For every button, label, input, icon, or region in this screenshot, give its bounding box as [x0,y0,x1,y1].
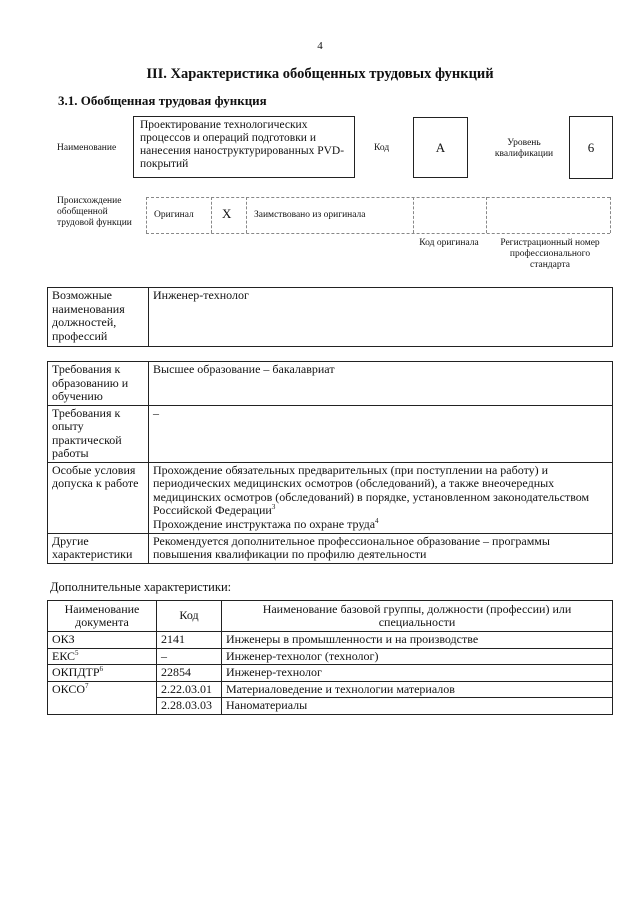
origin-top-line [146,197,610,198]
subsection-title: 3.1. Обобщенная трудовая функция [58,93,267,108]
requirement-value-cell [149,462,613,533]
requirement-row [48,462,613,533]
doc-cell [48,665,157,682]
footnote-ref: 3 [271,503,276,511]
level-value: 6 [587,139,595,155]
code-cell: 22854 [157,665,222,682]
positions-row [48,288,613,347]
header-code: Код [157,601,222,632]
origin-bottom-line [146,233,610,234]
code-cell: – [157,648,222,665]
footnote-ref: 6 [99,665,104,673]
doc-name: ОКЗ [52,632,75,646]
requirement-value: Высшее образование – бакалавриат [149,362,613,406]
origin-divider-4 [413,197,414,233]
additional-table [47,600,613,715]
positions-table [47,287,613,347]
requirement-value: Рекомендуется дополнительное профессиональное образование – программы повышения квалификации по профилю деятельности [149,533,613,563]
reg-number-caption: Регистрационный номер профессионального стандарта [500,238,600,270]
positions-value: Инженер-технолог [149,288,613,347]
requirement-label: Особые условия допуска к работе [48,462,149,533]
table-row [48,681,613,698]
additional-caption: Дополнительные характеристики: [50,580,232,594]
origin-divider-5 [486,197,487,233]
code-cell: 2.28.03.03 [157,698,222,715]
header-row [48,601,613,632]
doc-cell [48,648,157,665]
table-row [48,648,613,665]
section-title: III. Характеристика обобщенных трудовых функций [146,66,494,82]
name-label: Наименование [57,143,117,153]
requirement-value: Прохождение обязательных предварительных (при поступлении на работу) и периодических медицинских осмотров (обследований), а также внеочередных медицинских осмотров (обследований) в порядке, установленном законодательством Российской Федерации [153,462,590,517]
code-cell: 2.22.03.01 [157,681,222,698]
requirement-row [48,362,613,406]
origin-divider-2 [211,197,212,233]
code-original-caption: Код оригинала [419,238,479,248]
name-cell: Инженеры в промышленности и на производстве [222,632,613,649]
header-doc: Наименование документа [48,601,157,632]
requirement-row [48,405,613,462]
original-label: Оригинал [154,210,194,220]
doc-cell [48,632,157,649]
requirement-value-2: Прохождение инструктажа по охране труда [153,516,376,531]
level-box [569,116,613,179]
origin-divider-6 [610,197,611,233]
function-name-box [133,116,355,178]
code-cell: 2141 [157,632,222,649]
code-label: Код [374,143,390,153]
origin-label: Происхождение обобщенной трудовой функции [57,196,132,228]
table-row [48,665,613,682]
requirements-table [47,361,613,564]
footnote-ref: 7 [85,681,89,690]
positions-label: Возможные наименования должностей, профессий [48,288,149,347]
name-cell: Инженер-технолог (технолог) [222,648,613,665]
requirement-label: Требования к образованию и обучению [48,362,149,406]
footnote-ref: 4 [375,516,379,525]
doc-cell [48,681,157,714]
requirement-row [48,533,613,563]
page-number: 4 [317,40,323,52]
name-cell: Наноматериалы [222,698,613,715]
level-label: Уровень квалификации [494,138,554,159]
requirement-label: Другие характеристики [48,533,149,563]
footnote-ref: 5 [75,648,79,657]
requirement-value: – [149,405,613,462]
origin-divider-1 [146,197,147,233]
requirement-label: Требования к опыту практической работы [48,405,149,462]
name-cell: Инженер-технолог [222,665,613,682]
borrowed-label: Заимствовано из оригинала [254,210,366,220]
original-mark: X [222,206,232,221]
doc-name: ОКСО [52,681,86,696]
header-name: Наименование базовой группы, должности (профессии) или специальности [222,601,613,632]
code-value: A [435,139,446,155]
code-box [413,117,468,178]
function-name-value: Проектирование технологических процессов и операций подготовки и нанесения наноструктурированных PVD-покрытий [140,119,345,170]
doc-name: ЕКС [52,648,76,663]
origin-divider-3 [246,197,247,233]
table-row [48,632,613,649]
doc-name: ОКПДТР [52,665,100,679]
name-cell: Материаловедение и технологии материалов [222,681,613,698]
